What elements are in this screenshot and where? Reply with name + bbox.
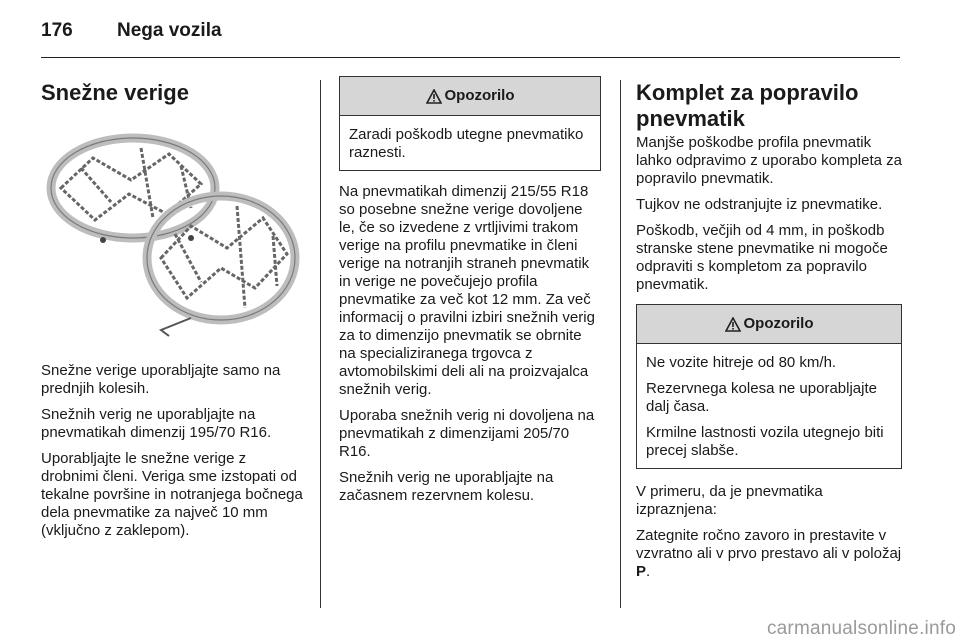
paragraph: V primeru, da je pnevmatika izpraznjena:: [636, 483, 823, 518]
section-heading-snow-chains: Snežne verige: [41, 80, 189, 105]
paragraph: Na pnevmatikah dimenzij 215/55 R18 so posebne snežne verige dovoljene le, če so izvedene z vrtljivimi trakom verige na profilu pnevmatike in členi verige na notranjih straneh pnevmatik in verige ne povečujejo profila pnevmatike za več kot 12 mm. Za več informacij o pravilni izbiri snežnih verig za to dimenzijo pnevmatik se obrnite na specializiranega trgovca z avtomobilskimi deli ali na proizvajalca snežnih verig.: [339, 183, 595, 398]
right-column: [636, 80, 902, 589]
paragraph: Uporaba snežnih verig ni dovoljena na pnevmatikah z dimenzijami 205/70 R16.: [339, 407, 595, 460]
page-title: Nega vozila: [117, 20, 222, 41]
paragraph-text: Zategnite ročno zavoro in prestavite v vzvratno ali v prvo prestavo ali v položaj: [636, 527, 902, 562]
page-number: 176: [41, 20, 73, 41]
warning-triangle-icon: [725, 317, 741, 332]
middle-column: [339, 76, 601, 513]
paragraph-end: .: [646, 563, 651, 580]
paragraph: Tujkov ne odstranjujte iz pnevmatike.: [636, 196, 883, 213]
warning-text: Zaradi poškodb utegne pnevmatiko raznesti.: [349, 126, 584, 161]
warning-title: Opozorilo: [743, 315, 814, 332]
paragraph: Uporabljajte le snežne verige z drobnimi členi. Veriga sme izstopati od tekalne površine in notranjega bočnega dela pnevmatike za največ 10 mm (vključno z zaklepom).: [41, 450, 303, 539]
paragraph: Manjše poškodbe profila pnevmatik lahko odpravimo z uporabo kompleta za popravilo pnevmatik.: [636, 134, 902, 187]
header-rule: [41, 57, 900, 58]
warning-line: Krmilne lastnosti vozila utegnejo biti precej slabše.: [646, 424, 884, 459]
paragraph: Snežnih verig ne uporabljajte na pnevmatikah dimenzij 195/70 R16.: [41, 406, 272, 441]
warning-body: [340, 116, 600, 170]
page-header: [41, 20, 222, 50]
column-divider-2: [620, 80, 621, 608]
left-column: [41, 80, 303, 548]
warning-line: Rezervnega kolesa ne uporabljajte dalj časa.: [646, 380, 877, 415]
warning-title: Opozorilo: [444, 87, 515, 104]
paragraph: [636, 527, 902, 581]
column-divider-1: [320, 80, 321, 608]
warning-box: [636, 304, 902, 469]
warning-triangle-icon: [426, 89, 442, 104]
warning-line: Ne vozite hitreje od 80 km/h.: [646, 354, 837, 371]
paragraph: Snežnih verig ne uporabljajte na začasnem rezervnem kolesu.: [339, 469, 554, 504]
gear-position-label: P: [636, 563, 647, 580]
section-heading-tyre-repair-kit: Komplet za popravilo pnevmatik: [636, 80, 859, 131]
paragraph: Snežne verige uporabljajte samo na prednjih kolesih.: [41, 362, 281, 397]
paragraph: Poškodb, večjih od 4 mm, in poškodb stranske stene pnevmatike ni mogoče odpraviti s kompletom za popravilo pnevmatik.: [636, 222, 888, 293]
warning-box: [339, 76, 601, 171]
watermark: carmanualsonline.info: [766, 618, 956, 639]
warning-header: [637, 305, 901, 344]
snow-chains-illustration: [41, 118, 303, 340]
warning-header: [340, 77, 600, 116]
warning-body: [637, 344, 901, 468]
